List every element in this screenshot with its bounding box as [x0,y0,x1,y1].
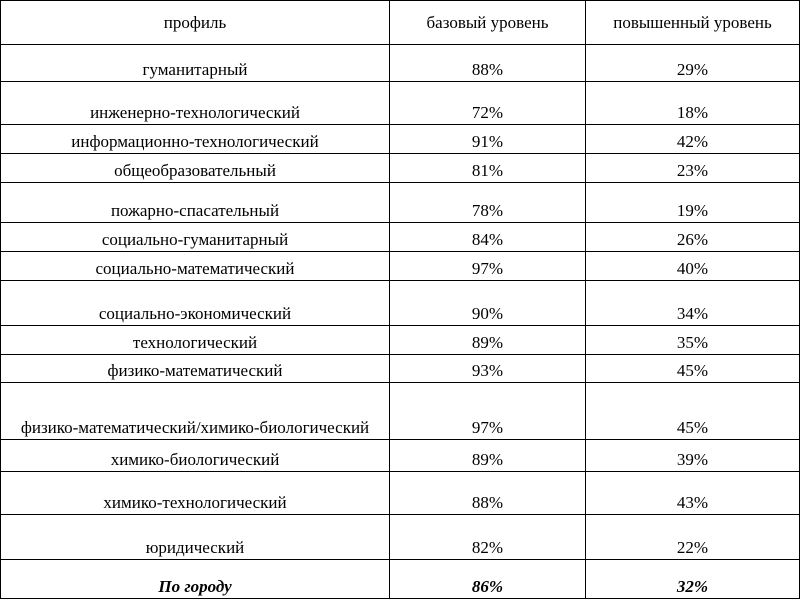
base-cell: 90% [390,281,586,326]
header-profile: профиль [1,1,390,45]
profile-cell: химико-биологический [1,440,390,472]
advanced-cell: 23% [586,154,800,183]
header-row [1,1,800,45]
advanced-cell: 26% [586,223,800,252]
advanced-cell: 40% [586,252,800,281]
base-cell: 72% [390,82,586,125]
profile-cell: информационно-технологический [1,125,390,154]
base-cell: 82% [390,515,586,560]
header-advanced-level: повышенный уровень [586,1,800,45]
base-cell: 89% [390,440,586,472]
advanced-cell: 29% [586,45,800,82]
advanced-cell: 42% [586,125,800,154]
profile-cell: пожарно-спасательный [1,183,390,223]
total-label: По городу [1,560,390,599]
table-row [1,355,800,383]
base-cell: 97% [390,383,586,440]
base-cell: 93% [390,355,586,383]
advanced-cell: 34% [586,281,800,326]
advanced-cell: 35% [586,326,800,355]
base-cell: 88% [390,472,586,515]
profile-cell: гуманитарный [1,45,390,82]
total-base-cell: 86% [390,560,586,599]
profile-cell: социально-экономический [1,281,390,326]
profile-cell: социально-математический [1,252,390,281]
base-cell: 84% [390,223,586,252]
table-row [1,515,800,560]
table-row [1,45,800,82]
table-row [1,125,800,154]
advanced-cell: 22% [586,515,800,560]
advanced-cell: 39% [586,440,800,472]
base-cell: 97% [390,252,586,281]
advanced-cell: 18% [586,82,800,125]
profile-cell: инженерно-технологический [1,82,390,125]
profile-cell: технологический [1,326,390,355]
profile-cell: химико-технологический [1,472,390,515]
table-row [1,252,800,281]
profile-cell: юридический [1,515,390,560]
table-row [1,472,800,515]
table-row [1,183,800,223]
table-row [1,154,800,183]
table-row [1,326,800,355]
total-row [1,560,800,599]
profile-cell: физико-математический/химико-биологический [1,383,390,440]
profile-cell: социально-гуманитарный [1,223,390,252]
base-cell: 89% [390,326,586,355]
advanced-cell: 19% [586,183,800,223]
header-base-level: базовый уровень [390,1,586,45]
base-cell: 81% [390,154,586,183]
advanced-cell: 45% [586,383,800,440]
table-row [1,383,800,440]
table-row [1,281,800,326]
table-row [1,82,800,125]
table-row [1,223,800,252]
advanced-cell: 43% [586,472,800,515]
table-row [1,440,800,472]
base-cell: 78% [390,183,586,223]
profile-cell: физико-математический [1,355,390,383]
profile-cell: общеобразовательный [1,154,390,183]
base-cell: 88% [390,45,586,82]
base-cell: 91% [390,125,586,154]
total-advanced-cell: 32% [586,560,800,599]
advanced-cell: 45% [586,355,800,383]
